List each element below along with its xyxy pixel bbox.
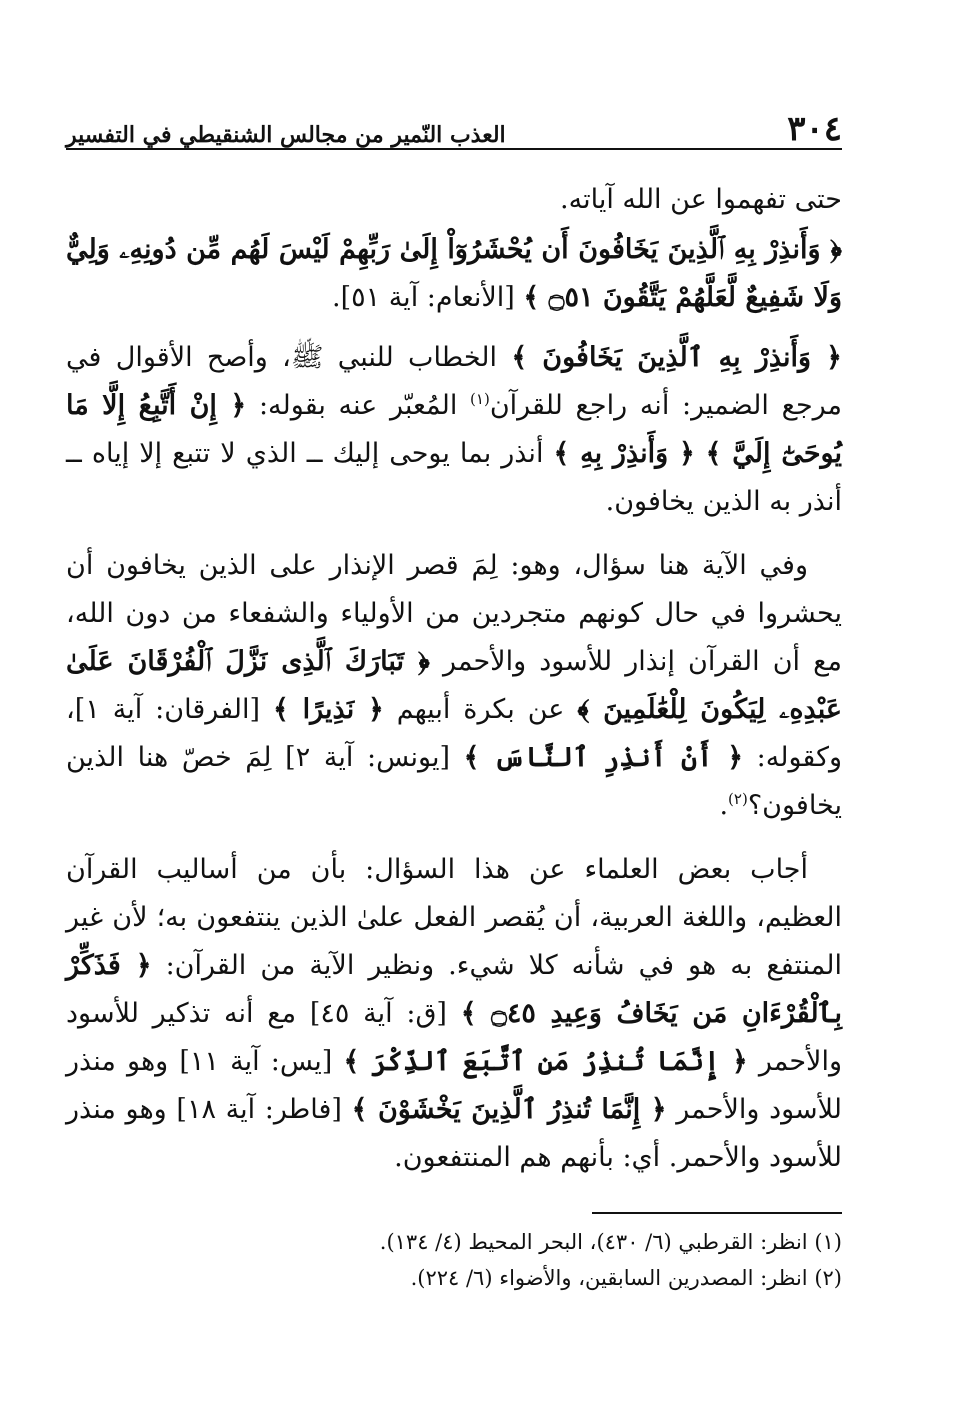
quran-quote: ﴿ إِنْ أَتَّبِعُ إِلَّا مَا يُوحَىٰٓ إِلَيَّ ﴾ ﴿ وَأَنذِرْ بِهِ ﴾	[66, 390, 842, 469]
body-paragraph	[66, 542, 842, 830]
quran-quote: ﴿ تَبَارَكَ ٱلَّذِى نَزَّلَ ٱلْفُرْقَانَ عَلَىٰ عَبْدِهِۦ لِيَكُونَ لِلْعَٰلَمِينَ ﴾	[66, 646, 842, 725]
prose-text: [الفرقان: آية ١]، وكقوله:	[66, 694, 842, 773]
page	[66, 96, 842, 1296]
body-paragraph	[66, 226, 842, 322]
quran-quote: ﴿ نَذِيرًا ﴾	[273, 694, 384, 725]
body-paragraph	[66, 846, 842, 1182]
page-number: ٣٠٤	[787, 109, 842, 149]
prose-text: حتى تفهموا عن الله آياته.	[560, 184, 842, 215]
footnotes	[66, 1224, 842, 1296]
prose-text: المُعبّر عنه بقوله:	[246, 390, 471, 421]
footnote: (١) انظر: القرطبي (٦/ ٤٣٠)، البحر المحيط (٤/ ١٣٤).	[379, 1230, 842, 1254]
book-title: العذب النّمير من مجالس الشنقيطي في التفسير	[66, 122, 506, 148]
prose-text: .	[719, 790, 729, 821]
page-body	[66, 176, 842, 1182]
footnote-marker: (١)	[470, 390, 490, 408]
quran-quote: ﴿ إِنَّمَا تُنذِرُ مَنِ ٱتَّبَعَ ٱلذِّكْرَ ﴾	[343, 1046, 748, 1077]
running-header	[66, 96, 842, 150]
quran-quote: ﴿ أَنْ أَنذِرِ ٱلنَّاسَ ﴾	[463, 742, 744, 773]
prose-text: أنذر بما يوحى إليك ــ الذي لا تتبع إلا إياه ــ أنذر به الذين يخافون.	[66, 438, 842, 517]
body-paragraph	[66, 176, 842, 224]
prose-text: [ق: آية ٤٥] مع أنه تذكير للأسود والأحمر	[66, 998, 842, 1077]
prose-text: الخطاب للنبي ﷺ، وأصح الأقوال في مرجع الضمير: أنه راجع للقرآن	[66, 342, 842, 421]
quran-quote: ﴿ فَذَكِّرْ بِٱلْقُرْءَانِ مَن يَخَافُ وَعِيدِ ۝٤٥ ﴾	[66, 950, 842, 1029]
prose-text: [فاطر: آية ١٨] وهو منذر للأسود والأحمر. أي: بأنهم هم المنتفعون.	[66, 1094, 842, 1173]
prose-text: [يس: آية ١١] وهو منذر للأسود والأحمر	[66, 1046, 843, 1125]
prose-text: وفي الآية هنا سؤال، وهو: لِمَ قصر الإنذار على الذين يخافون أن يحشروا في حال كونهم متجردين من الأولياء والشفعاء من دون الله، مع أن القرآن إنذار للأسود والأحمر	[66, 550, 842, 677]
quran-quote: ﴿ إِنَّمَا تُنذِرُ ٱلَّذِينَ يَخْشَوْنَ ﴾	[351, 1094, 667, 1125]
footnote: (٢) انظر: المصدرين السابقين، والأضواء (٦/ ٢٢٤).	[410, 1266, 842, 1290]
prose-text: عن بكرة أبيهم	[383, 694, 578, 725]
prose-text: [يونس: آية ٢] لِمَ خصّ هنا الذين يخافون؟	[66, 742, 842, 821]
quran-quote: ﴿ وَأَنذِرْ بِهِ ٱلَّذِينَ يَخَافُونَ ﴾	[511, 342, 842, 373]
footnote-marker: (٢)	[728, 790, 748, 808]
prose-text: [الأنعام: آية ٥١].	[331, 282, 524, 313]
prose-text: أجاب بعض العلماء عن هذا السؤال: بأن من أساليب القرآن العظيم، واللغة العربية، أن يُقصر الفعل علىٰ الذين ينتفعون به؛ لأن غير المنتفع به هو في شأنه كلا شيء. ونظير الآية من القرآن:	[66, 854, 842, 981]
body-paragraph	[66, 334, 842, 526]
quran-quote: ﴿ وَأَنذِرْ بِهِ ٱلَّذِينَ يَخَافُونَ أَن يُحْشَرُوٓاْ إِلَىٰ رَبِّهِمْ لَيْسَ لَهُم مِّن دُونِهِۦ وَلِيٌّ وَلَا شَفِيعٌ لَّعَلَّهُمْ يَتَّقُونَ ۝٥١ ﴾	[66, 234, 842, 313]
footnote-divider	[592, 1212, 842, 1214]
